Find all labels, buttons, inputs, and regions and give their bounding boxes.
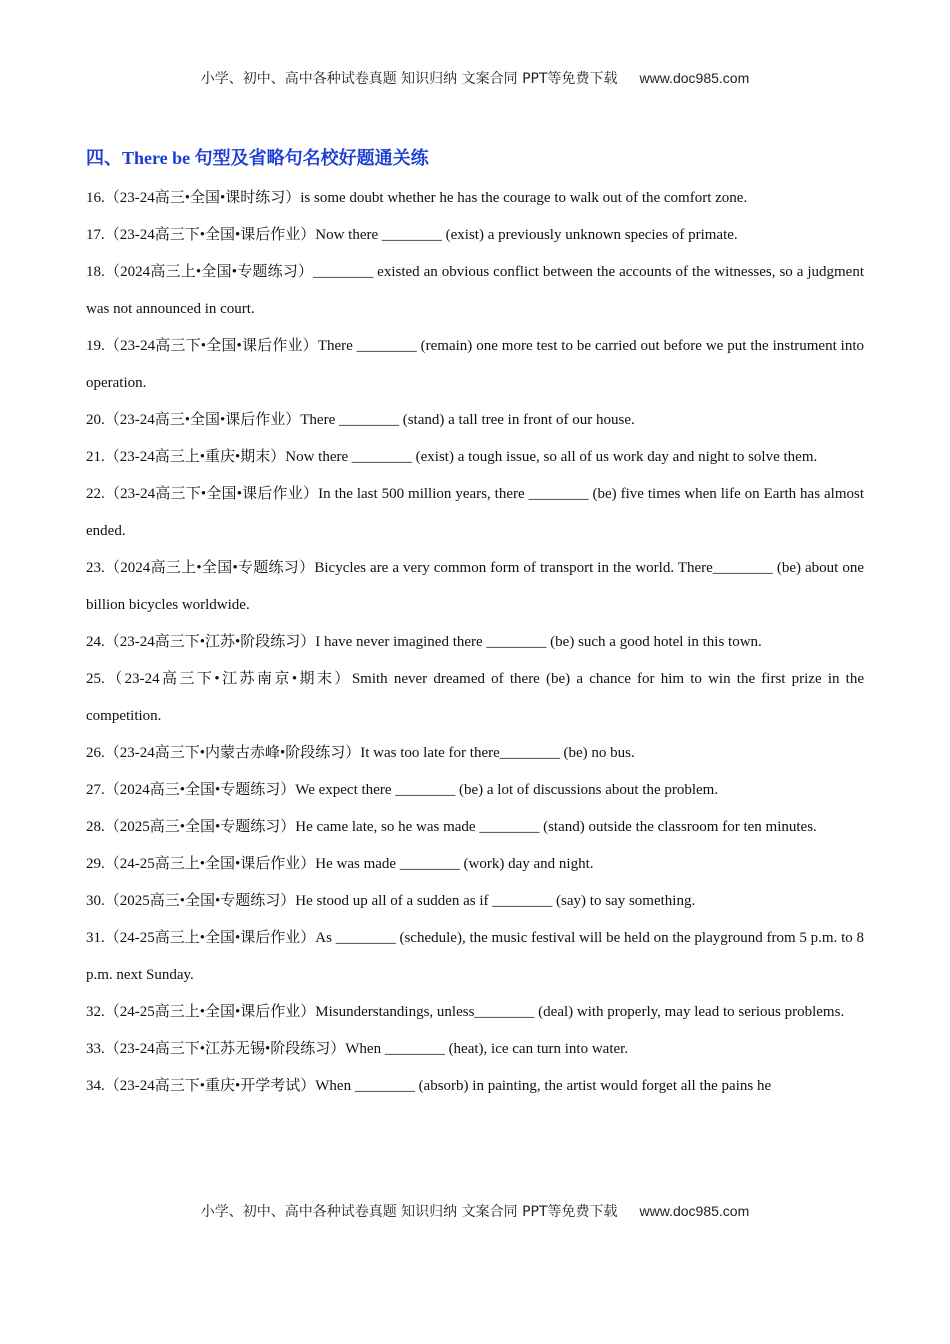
question-33: 33.（23-24高三下•江苏无锡•阶段练习）When ________ (heat), ice can turn into water. <box>86 1041 629 1057</box>
header-url[interactable]: www.doc985.com <box>639 70 750 86</box>
question-31: 31.（24-25高三上•全国•课后作业）As ________ (schedule), the music festival will be held on the playground from 5 p.m. to 8 p.m. next Sunday. <box>86 930 864 983</box>
question-30: 30.（2025高三•全国•专题练习）He stood up all of a sudden as if ________ (say) to say something. <box>86 893 696 909</box>
question-20: 20.（23-24高三•全国•课后作业）There ________ (stand) a tall tree in front of our house. <box>86 412 635 428</box>
question-16: 16.（23-24高三•全国•课时练习）is some doubt whether he has the courage to walk out of the comfort zone. <box>86 190 748 206</box>
question-26: 26.（23-24高三下•内蒙古赤峰•阶段练习）It was too late for there________ (be) no bus. <box>86 745 635 761</box>
question-24: 24.（23-24高三下•江苏•阶段练习）I have never imagined there ________ (be) such a good hotel in this town. <box>86 634 762 650</box>
footer-url[interactable]: www.doc985.com <box>639 1203 750 1219</box>
question-23: 23.（2024高三上•全国•专题练习）Bicycles are a very common form of transport in the world. There________ (be) about one billion bicycles worldwide. <box>86 560 864 613</box>
question-list <box>86 180 864 1105</box>
section-title: 四、There be 句型及省略句名校好题通关练 <box>86 148 429 168</box>
question-29: 29.（24-25高三上•全国•课后作业）He was made ________ (work) day and night. <box>86 856 594 872</box>
question-25: 25.（23-24高三下•江苏南京•期末）Smith never dreamed of there (be) a chance for him to win the first prize in the competition. <box>86 671 864 724</box>
question-22: 22.（23-24高三下•全国•课后作业）In the last 500 million years, there ________ (be) five times when life on Earth has almost ended. <box>86 486 864 539</box>
question-32: 32.（24-25高三上•全国•课后作业）Misunderstandings, unless________ (deal) with properly, may lead to serious problems. <box>86 1004 845 1020</box>
question-21: 21.（23-24高三上•重庆•期末）Now there ________ (exist) a tough issue, so all of us work day and night to solve them. <box>86 449 818 465</box>
question-34: 34.（23-24高三下•重庆•开学考试）When ________ (absorb) in painting, the artist would forget all the pains he <box>86 1078 772 1094</box>
question-27: 27.（2024高三•全国•专题练习）We expect there ________ (be) a lot of discussions about the problem. <box>86 782 719 798</box>
page-header <box>0 68 950 88</box>
header-text: 小学、初中、高中各种试卷真题 知识归纳 文案合同 PPT等免费下载 <box>200 71 618 87</box>
question-18: 18.（2024高三上•全国•专题练习）________ existed an obvious conflict between the accounts of the witnesses, so a judgment was not announced in court. <box>86 264 864 317</box>
page-footer <box>0 1201 950 1221</box>
question-19: 19.（23-24高三下•全国•课后作业）There ________ (remain) one more test to be carried out before we put the instrument into operation. <box>86 338 864 391</box>
question-17: 17.（23-24高三下•全国•课后作业）Now there ________ (exist) a previously unknown species of primate. <box>86 227 738 243</box>
footer-text: 小学、初中、高中各种试卷真题 知识归纳 文案合同 PPT等免费下载 <box>200 1204 618 1220</box>
question-28: 28.（2025高三•全国•专题练习）He came late, so he was made ________ (stand) outside the classroom for ten minutes. <box>86 819 817 835</box>
